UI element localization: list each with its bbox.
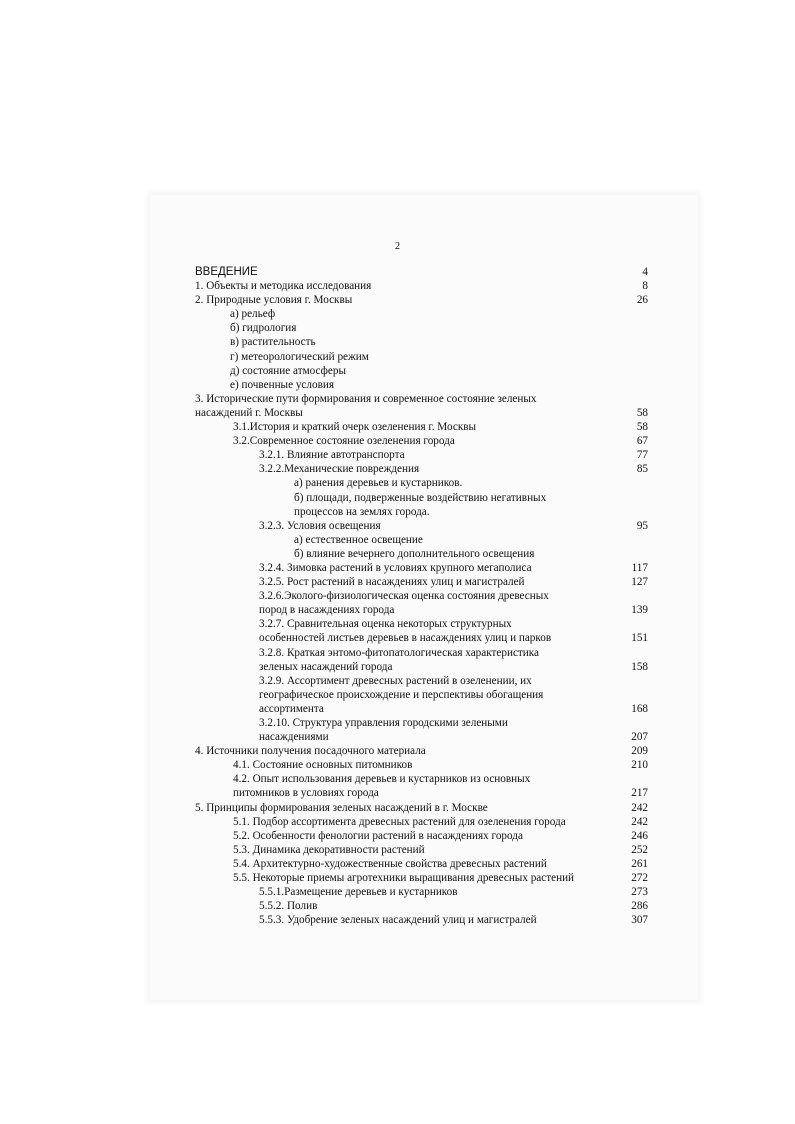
toc-entry-page: 168 xyxy=(631,702,648,715)
toc-row xyxy=(195,674,650,716)
toc-entry-title: 3.2.10. Структура управления городскими зелеными насаждениями xyxy=(259,717,508,744)
toc-entry-page: 58 xyxy=(636,421,648,434)
toc-row xyxy=(195,279,650,293)
toc-entry-page: 217 xyxy=(631,787,648,800)
toc-row xyxy=(195,913,650,927)
toc-entry-title: е) почвенные условия xyxy=(230,378,334,391)
toc-entry-page: 207 xyxy=(631,731,648,744)
toc-entry-title: 3.2.5. Рост растений в насаждениях улиц и магистралей xyxy=(259,576,525,589)
toc-entry-page: 139 xyxy=(631,604,648,617)
toc-entry-title: 4.1. Состояние основных питомников xyxy=(233,759,413,772)
toc-row xyxy=(195,448,650,462)
toc-entry-title: 4. Источники получения посадочного материала xyxy=(195,745,426,758)
toc-entry-title: 3.2.2.Механические повреждения xyxy=(259,463,420,476)
toc-entry-title: г) метеорологический режим xyxy=(230,350,369,363)
toc-row xyxy=(195,815,650,829)
toc-row xyxy=(195,364,650,378)
toc-entry-title: 1. Объекты и методика исследования xyxy=(195,280,372,293)
toc-entry-page: 246 xyxy=(631,829,648,842)
toc-entry-title: б) гидрология xyxy=(230,322,297,335)
toc-row xyxy=(195,265,650,279)
toc-row xyxy=(195,293,650,307)
toc-entry-page: 273 xyxy=(631,886,648,899)
toc-entry-page: 286 xyxy=(631,900,648,913)
toc-row xyxy=(195,392,650,420)
toc-row xyxy=(195,547,650,561)
toc-row xyxy=(195,589,650,617)
toc-entry-title: 5. Принципы формирования зеленых насаждений в г. Москве xyxy=(195,801,488,814)
toc-row xyxy=(195,434,650,448)
toc-row xyxy=(195,829,650,843)
toc-entry-page: 151 xyxy=(631,632,648,645)
page-number: 2 xyxy=(395,241,400,252)
toc-entry-title: 3. Исторические пути формирования и современное состояние зеленых насаждений г. Москвы xyxy=(195,392,537,419)
toc-entry-page: 210 xyxy=(631,759,648,772)
toc-entry-title: б) влияние вечернего дополнительного освещения xyxy=(294,547,535,560)
toc-entry-title: 3.2.8. Краткая энтомо-фитопатологическая характеристика зеленых насаждений города xyxy=(259,646,540,673)
toc-entry-title: 3.2.9. Ассортимент древесных растений в озеленении, их географическое происхождение и перспективы обогащения ассортимента xyxy=(259,674,544,715)
toc-row xyxy=(195,519,650,533)
toc-entry-title: а) ранения деревьев и кустарников. xyxy=(294,477,463,490)
toc-entry-page: 252 xyxy=(631,843,648,856)
toc-entry-title: а) рельеф xyxy=(230,308,276,321)
toc-row xyxy=(195,716,650,744)
toc-row xyxy=(195,561,650,575)
toc-entry-title: 4.2. Опыт использования деревьев и кустарников из основных питомников в условиях города xyxy=(233,773,531,800)
toc-entry-page: 67 xyxy=(636,435,648,448)
toc-row xyxy=(195,378,650,392)
toc-row xyxy=(195,321,650,335)
toc-entry-title: 3.2.Современное состояние озеленения города xyxy=(233,435,455,448)
toc-entry-page: 8 xyxy=(642,280,648,293)
toc-entry-title: 3.2.6.Эколого-физиологическая оценка состояния древесных пород в насаждениях города xyxy=(259,590,549,617)
toc-entry-page: 307 xyxy=(631,914,648,927)
toc-row xyxy=(195,801,650,815)
toc-entry-page: 95 xyxy=(636,519,648,532)
toc-entry-page: 77 xyxy=(636,449,648,462)
toc-entry-page: 117 xyxy=(631,561,648,574)
toc-entry-page: 272 xyxy=(631,872,648,885)
toc-row xyxy=(195,491,650,519)
toc-row xyxy=(195,335,650,349)
toc-entry-page: 242 xyxy=(631,815,648,828)
toc-entry-title: 5.4. Архитектурно-художественные свойства древесных растений xyxy=(233,857,547,870)
toc-entry-page: 261 xyxy=(631,857,648,870)
toc-entry-title: 5.3. Динамика декоративности растений xyxy=(233,843,425,856)
toc-entry-title: 2. Природные условия г. Москвы xyxy=(195,294,353,307)
toc-row xyxy=(195,871,650,885)
toc-row xyxy=(195,843,650,857)
toc-row xyxy=(195,772,650,800)
toc-row xyxy=(195,885,650,899)
toc-row xyxy=(195,350,650,364)
toc-entry-title: в) растительность xyxy=(230,336,316,349)
toc-entry-title: 3.1.История и краткий очерк озеленения г. Москвы xyxy=(233,421,477,434)
toc-entry-page: 158 xyxy=(631,660,648,673)
toc-row xyxy=(195,420,650,434)
toc-entry-title: д) состояние атмосферы xyxy=(230,364,346,377)
toc-entry-page: 242 xyxy=(631,801,648,814)
toc-row xyxy=(195,857,650,871)
toc-entry-page: 85 xyxy=(636,463,648,476)
toc-row xyxy=(195,533,650,547)
toc-entry-title: 5.5. Некоторые приемы агротехники выращивания древесных растений xyxy=(233,872,575,885)
toc-entry-page: 127 xyxy=(631,576,648,589)
toc-entry-page: 4 xyxy=(642,266,648,278)
toc-row xyxy=(195,646,650,674)
toc-entry-page: 209 xyxy=(631,745,648,758)
toc-row xyxy=(195,899,650,913)
toc-entry-title: 3.2.1. Влияние автотранспорта xyxy=(259,449,405,462)
toc-row xyxy=(195,476,650,490)
toc-row xyxy=(195,307,650,321)
toc-entry-title: 3.2.4. Зимовка растений в условиях крупного мегаполиса xyxy=(259,561,532,574)
toc-entry-title: 5.5.3. Удобрение зеленых насаждений улиц и магистралей xyxy=(259,914,537,927)
toc-row xyxy=(195,617,650,645)
toc-entry-page: 58 xyxy=(636,406,648,419)
toc-row xyxy=(195,575,650,589)
toc-entry-page: 26 xyxy=(636,294,648,307)
toc-entry-title: 3.2.3. Условия освещения xyxy=(259,519,381,532)
toc-entry-title: б) площади, подверженные воздействию негативных процессов на землях города. xyxy=(294,491,547,518)
toc-row xyxy=(195,462,650,476)
toc-row xyxy=(195,744,650,758)
toc-row xyxy=(195,758,650,772)
toc-entry-title: 5.1. Подбор ассортимента древесных растений для озеленения города xyxy=(233,815,566,828)
toc-entry-title: 3.2.7. Сравнительная оценка некоторых структурных особенностей листьев деревьев в насаждениях улиц и парков xyxy=(259,618,552,645)
toc-entry-title: 5.5.2. Полив xyxy=(259,900,318,913)
table-of-contents xyxy=(195,265,650,927)
toc-entry-title: 5.2. Особенности фенологии растений в насаждениях города xyxy=(233,829,523,842)
toc-entry-title: ВВЕДЕНИЕ xyxy=(195,266,258,278)
toc-entry-title: 5.5.1.Размещение деревьев и кустарников xyxy=(259,886,458,899)
toc-entry-title: а) естественное освещение xyxy=(294,533,423,546)
